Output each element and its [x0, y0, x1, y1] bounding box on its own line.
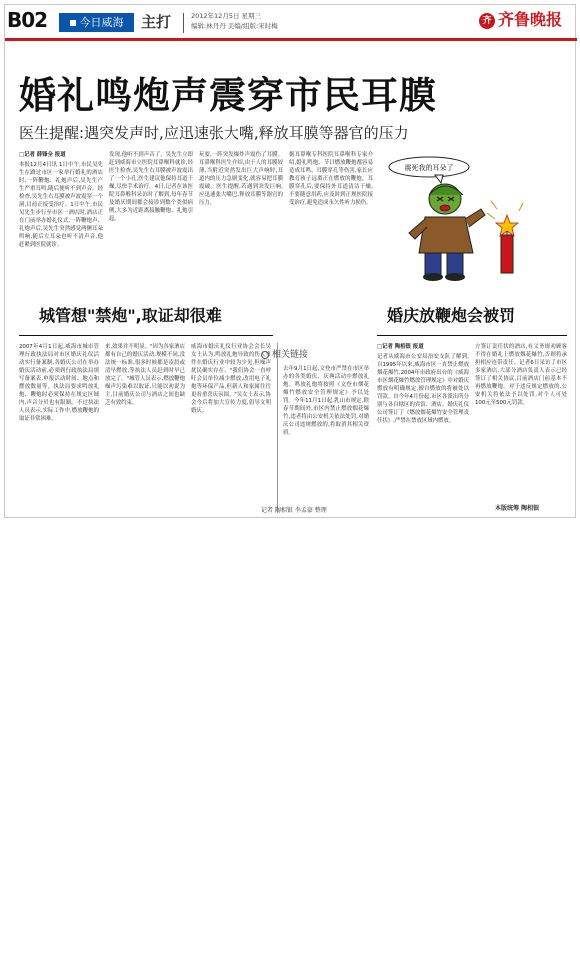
sub-headline: 医生提醒:遇突发声时,应迅速张大嘴,释放耳膜等器官的压力 [19, 124, 409, 142]
page-credit: 本版统筹 陶相银 [495, 505, 540, 512]
logo-mark-icon: 齐 [479, 13, 495, 29]
masthead-logo [479, 7, 569, 29]
paper-name: 齐鲁晚报 [498, 10, 563, 29]
related-divider [277, 343, 278, 513]
story3-col-2 [475, 343, 567, 493]
circle-icon [261, 351, 269, 359]
main-col-1-text: 本报12月4日讯 1日中午,市民吴先生在路过市区一家举行婚礼的酒店时,一阵鞭炮、礼炮声后,吴先生产生严重耳鸣,随后便听不到声音。经检查,吴先生右耳膜被声波震穿一个洞,目前正接受治疗。1日中午,市民吴先生步行至市区一酒店时,酒店正在门前举办婚礼仪式,一阵鞭炮声、礼炮声后,吴先生突然感觉两侧耳朵鸣响,随后左耳朵也听不清声音,他赶紧到医院就诊。 [19, 162, 103, 248]
story3-col-2-text: 方签订责任状的酒店,有义务规劝顾客不得在婚礼上燃放烟花爆竹,否则将承担相应连带责任。记者6日采访了市区多家酒店,大部分酒店负责人表示已经签订了相关协议,目前酒店门前基本不再燃放鞭炮。对于违反规定燃放的,公安机关将依法予以处罚,对个人可处100元至500元罚款。 [475, 344, 567, 406]
main-col-4-text: 据耳鼻喉专科医院耳鼻喉科专家介绍,婚礼鸣炮、节日燃放鞭炮都容易造成耳鸣、耳膜穿孔等伤害,家长应教育孩子远离正在燃放的鞭炮。耳膜穿孔后,要保持外耳道清洁干燥,不要随意用药,应及时到正规医院接受治疗,避免造成永久性听力损伤。 [289, 152, 373, 206]
story3-headline: 婚庆放鞭炮会被罚 [387, 306, 516, 325]
story2-col-3-text: 威海市婚庆礼仪行业协会会长吴女士认为,鸣放礼炮导致的伤人事件在婚庆行业中较为少见,但噪声扰民确实存在。"我们协会一直呼吁会员单位减少燃放,改用电子礼炮等环保产品,但新人和家属往往更看重喜庆氛围。"吴女士表示,协会今后将加大宣传力度,倡导文明婚庆。 [191, 344, 271, 414]
square-icon [70, 20, 76, 26]
story2-col-2-text: 来,效果并不明显。"因为各家酒店都有自己的婚庆活动,规模不同,没法统一标准,很多时候都是凌晨或清早燃放,等执法人员赶到时早已放完了。"城管人员表示,燃放鞭炮噪声污染难以取证,只能以劝说为主,目前婚庆公司与酒店之间也缺乏有效约束。 [105, 344, 185, 406]
section-label: 今日威海 [79, 16, 124, 29]
main-story-col-2 [109, 151, 193, 285]
speech-text: 震死我的耳朵了 [404, 164, 454, 172]
main-headline: 婚礼鸣炮声震穿市民耳膜 [19, 74, 437, 117]
story2-col-1 [19, 343, 99, 513]
header-divider [183, 13, 184, 33]
section-tag [59, 13, 134, 32]
story2-col-2 [105, 343, 185, 513]
newspaper-page [4, 4, 576, 518]
main-story-col-1 [19, 151, 103, 285]
page-number: B02 [7, 8, 48, 32]
header-meta [191, 11, 278, 31]
speech-bubble [389, 157, 469, 183]
related-text: 去年9月1日起,文登市严禁在市区举办的各类婚庆、庆典活动中燃放礼炮。鸣放礼炮将按照《文登市烟花爆竹燃放安全管理规定》予以处罚。今年11月1日起,乳山市规定,除春节期间外,市区内禁止燃放烟花爆竹,违者将由公安机关依法处罚,对婚庆公司违规燃放的,将取消其相关资质。 [283, 366, 369, 436]
header-rule [5, 38, 577, 41]
story3-byline: □记者 陶相银 报道 [377, 344, 424, 350]
story2-headline: 城管想"禁炮",取证却很难 [39, 306, 222, 325]
editors-credit: 编辑:林丹丹 美编/组版:宋时梅 [191, 22, 278, 30]
cartoon-illustration [383, 153, 529, 285]
story2-col-3 [191, 343, 271, 513]
main-byline: □记者 薛锋全 报道 [19, 152, 66, 158]
main-story-col-3 [199, 151, 283, 285]
story3-rule [377, 335, 567, 336]
related-link-label [261, 347, 308, 360]
main-col-2-text: 发现,他听不到声音了。吴先生立即赶到威海市立医院耳鼻喉科就诊,经医生检查,吴先生右耳膜被声波震出了一个小孔,医生建议他保持耳道干燥,尽快手术治疗。4日,记者在该医院耳鼻喉科采访时了解到,每年春节及婚庆期间都会接诊到数个类似病例,大多为近距离接触鞭炮、礼炮引起。 [109, 152, 193, 222]
page-header [5, 5, 577, 39]
main-story-col-4 [289, 151, 373, 285]
kicker-label: 主打 [141, 13, 172, 31]
story2-col-1-text: 2007年4月1日起,威海市城市管理行政执法局对市区婚庆礼仪活动实行备案制,各婚庆公司在举办婚庆活动前,必须到行政执法局填写备案表,申报活动时间、地点和燃放数量等。执法局要求鸣放礼炮、鞭炮时必须保持在规定区域内,声音分贝也有限制。不过执法人员表示,实际工作中,燃放鞭炮的取证非常困难。 [19, 344, 99, 422]
related-label-text: 相关链接 [272, 350, 309, 360]
main-col-3-text: 玩耍,一阵突发爆炸声震伤了耳膜。耳鼻喉科医生介绍,由于人的耳膜较薄,当附近突然发出巨大声响时,耳道内的压力急剧变化,就容易把耳膜震破。医生提醒,若遇到突发巨响,应迅速张大嘴巴,释放耳膜等器官的压力。 [199, 152, 283, 206]
story3-col-1-text: 记者从威海市公安局治安支队了解到,自1995年以来,威海市区一直禁止燃放烟花爆竹,2004年市政府出台的《威海市区烟花爆竹燃放管理规定》中对婚庆燃放有明确规定,擅自燃放的将被处以罚款。自今年4月份起,市区各派出所分别与各自辖区的宾馆、酒店、婚庆礼仪公司签订了《燃放烟花爆竹安全管理责任状》,严禁在禁放区域内燃放。 [377, 354, 469, 424]
story3-col-1 [377, 343, 469, 503]
related-credit: 记者 陶相银 李孟豪 整理 [261, 507, 327, 514]
issue-date: 2012年12月5日 星期三 [191, 12, 262, 20]
story2-rule [19, 335, 273, 336]
firecracker-icon [487, 201, 523, 273]
cartoon-man [409, 184, 485, 281]
related-col [283, 365, 369, 499]
